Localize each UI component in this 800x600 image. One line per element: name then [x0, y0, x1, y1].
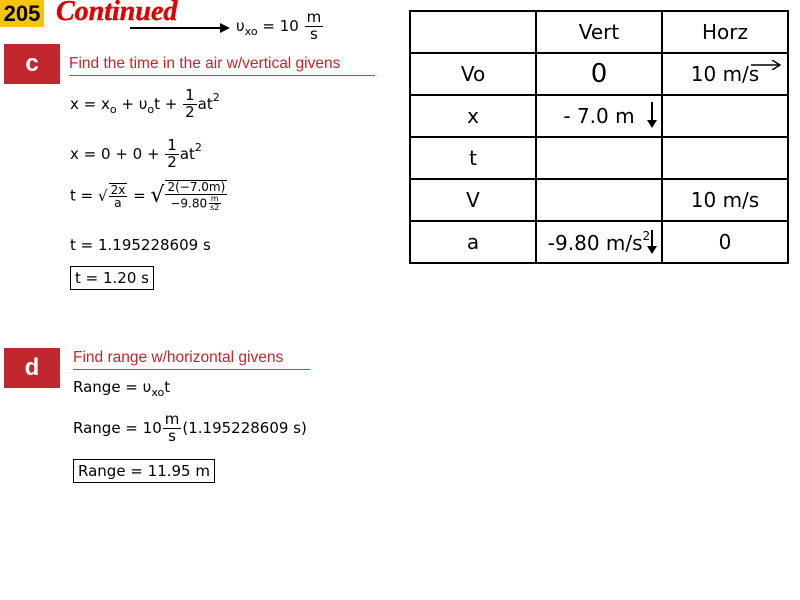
horz-cell — [662, 137, 788, 179]
section-c-heading: Find the time in the air w/vertical givens — [69, 55, 341, 72]
time-solve-equation: t = √ $\frac{2x}{a}$ = √ 2(−7.0m) −9.80 $\frac{m}{s2}$ — [70, 180, 226, 212]
row-label: a — [410, 221, 536, 263]
row-label: x — [410, 95, 536, 137]
section-d-label: d — [4, 348, 60, 388]
range-result-box: Range = 11.95 m — [73, 459, 215, 483]
right-arrow-icon — [130, 22, 230, 34]
time-result-box: t = 1.20 s — [70, 266, 154, 290]
row-label: Vo — [410, 53, 536, 95]
down-arrow-icon — [651, 230, 653, 252]
table-header-cell — [410, 11, 536, 53]
row-label: V — [410, 179, 536, 221]
section-d-heading: Find range w/horizontal givens — [73, 349, 284, 366]
table-row — [410, 137, 788, 179]
kinematic-equation-substituted: x = 0 + 0 + $\frac{1}{2}$ $at^2$ — [70, 136, 202, 171]
vert-cell: 0 — [536, 53, 662, 95]
givens-table — [409, 10, 789, 264]
section-d-underline — [73, 369, 310, 370]
table-row — [410, 95, 788, 137]
section-c-label: c — [4, 44, 60, 84]
horz-cell: 10 m/s — [662, 179, 788, 221]
table-header-row — [410, 11, 788, 53]
horz-cell — [662, 95, 788, 137]
row-label: t — [410, 137, 536, 179]
right-arrow-icon — [751, 60, 781, 70]
section-c-underline — [69, 75, 375, 76]
kinematic-equation-general: $x = x_o + \upsilon_ot$ + $\frac{1}{2}$ $at^2$ — [70, 86, 220, 121]
vert-cell — [536, 137, 662, 179]
range-equation: Range = $\upsilon_{xo}t$ — [73, 378, 171, 399]
given-velocity-equation: $\upsilon_{xo} = 10$ $\frac{m}{s}$ — [236, 8, 322, 43]
horz-cell: 0 — [662, 221, 788, 263]
slide-title: Continued — [56, 0, 178, 27]
table-header-cell: Vert — [536, 11, 662, 53]
table-header-cell: Horz — [662, 11, 788, 53]
time-unrounded: t = 1.195228609 s — [70, 236, 211, 254]
horz-cell: 10 m/s — [662, 53, 788, 95]
table-row — [410, 179, 788, 221]
down-arrow-icon — [651, 102, 653, 126]
slide-number-badge: 205 — [0, 0, 44, 27]
vert-cell — [536, 179, 662, 221]
vert-cell: - 7.0 m — [536, 95, 662, 137]
table-row — [410, 53, 788, 95]
range-substituted-equation: Range = 10 $\frac{m}{s}$ (1.195228609 s) — [73, 410, 307, 445]
vert-cell: -9.80 $m/s^2$ — [536, 221, 662, 263]
table-row — [410, 221, 788, 263]
